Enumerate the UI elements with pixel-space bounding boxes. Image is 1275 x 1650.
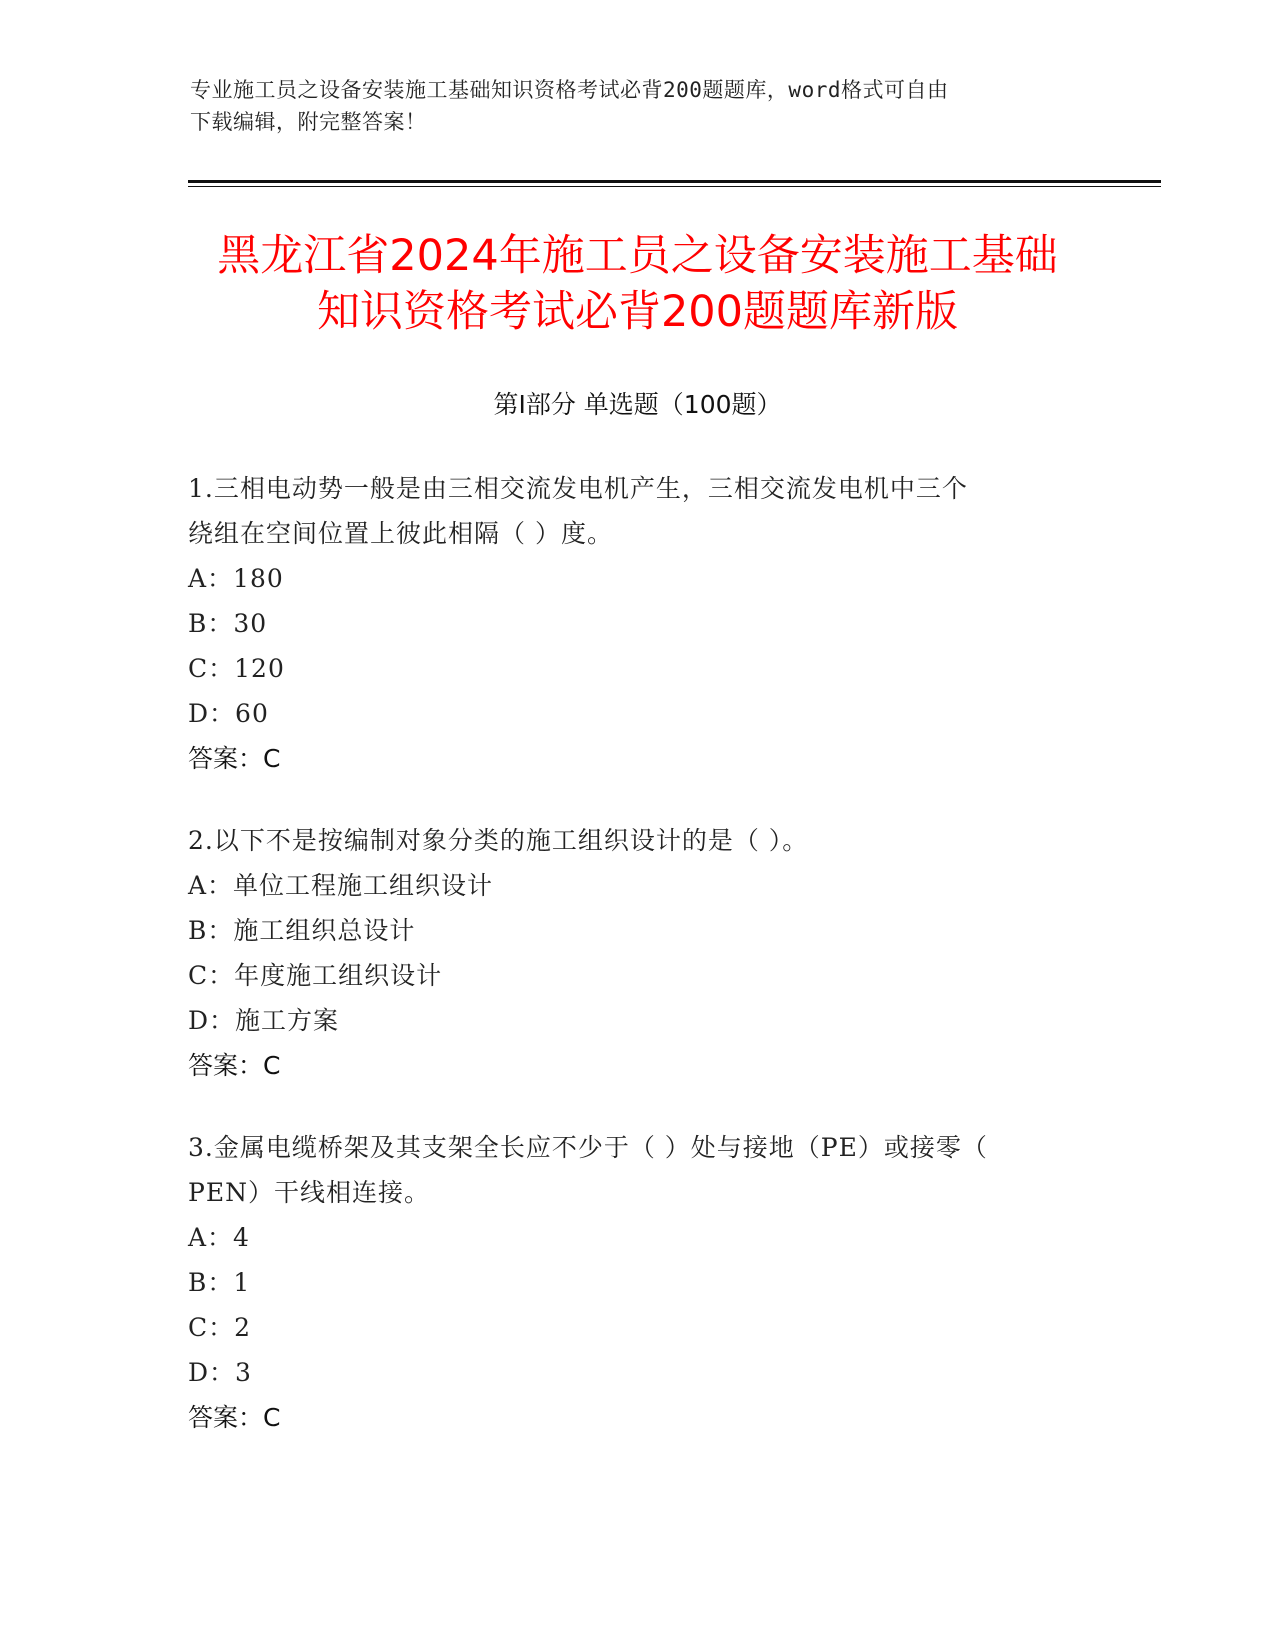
question-1-text-line-2: 绕组在空间位置上彼此相隔（ ）度。 — [188, 519, 613, 548]
question-1-text-line-1: 1.三相电动势一般是由三相交流发电机产生，三相交流发电机中三个 — [188, 474, 968, 503]
section-title: 第Ⅰ部分 单选题（100题） — [493, 390, 782, 419]
document-title-line-1: 黑龙江省2024年施工员之设备安装施工基础 — [217, 231, 1058, 281]
question-3-answer: 答案：C — [188, 1403, 281, 1432]
question-1-option-a: A：180 — [188, 564, 284, 593]
question-2-option-b: B：施工组织总设计 — [188, 916, 416, 945]
header-note-line-1: 专业施工员之设备安装施工基础知识资格考试必背200题题库，word格式可自由 — [190, 78, 949, 102]
header-rule-thin — [188, 186, 1161, 187]
header-note — [190, 74, 1090, 138]
document-title — [140, 228, 1135, 340]
question-2-option-d: D：施工方案 — [188, 1006, 340, 1035]
question-3-text-line-2: PEN）干线相连接。 — [188, 1178, 430, 1207]
question-3-text-line-1: 3.金属电缆桥架及其支架全长应不少于（ ）处与接地（PE）或接零（ — [188, 1133, 988, 1162]
question-1-option-d: D：60 — [188, 699, 269, 728]
header-note-line-2: 下载编辑，附完整答案！ — [190, 110, 427, 134]
question-3-option-d: D：3 — [188, 1358, 252, 1387]
question-1-answer: 答案：C — [188, 744, 281, 773]
question-3 — [188, 1125, 1088, 1440]
question-1-option-c: C：120 — [188, 654, 285, 683]
question-2-option-a: A：单位工程施工组织设计 — [188, 871, 494, 900]
question-1-option-b: B：30 — [188, 609, 268, 638]
question-2-text-line-1: 2.以下不是按编制对象分类的施工组织设计的是（ ）。 — [188, 826, 809, 855]
question-2 — [188, 818, 1088, 1088]
header-rule-thick — [188, 180, 1161, 183]
document-title-line-2: 知识资格考试必背200题题库新版 — [316, 287, 959, 337]
question-2-answer: 答案：C — [188, 1051, 281, 1080]
question-3-option-a: A：4 — [188, 1223, 250, 1252]
question-3-option-b: B：1 — [188, 1268, 251, 1297]
question-2-option-c: C：年度施工组织设计 — [188, 961, 443, 990]
question-1 — [188, 466, 1088, 781]
question-3-option-c: C：2 — [188, 1313, 252, 1342]
